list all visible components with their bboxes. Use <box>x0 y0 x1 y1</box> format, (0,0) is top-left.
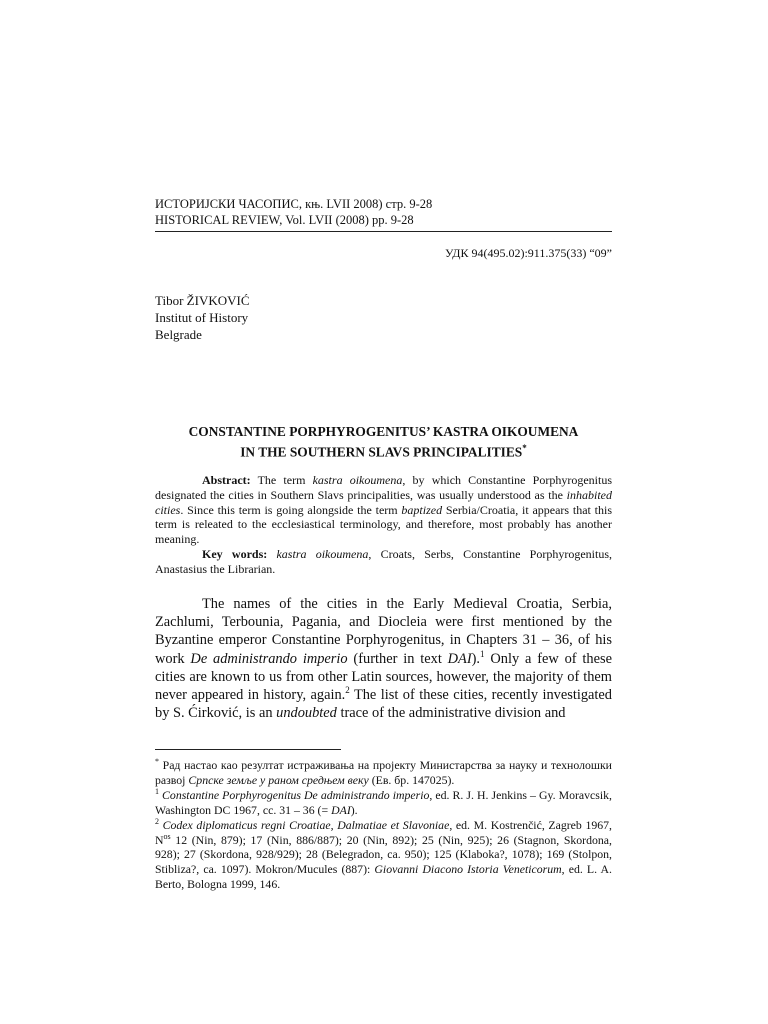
abstract-paragraph <box>155 473 612 547</box>
footnote-1 <box>155 788 612 818</box>
body-text-run: Only a few of these cities are known to us from other Latin sources, however, the majority of them never appeared in history, again. <box>155 650 612 704</box>
keyword-term: kastra oikoumena <box>276 546 369 561</box>
body-paragraph <box>155 595 612 722</box>
footnote-mark: * <box>155 757 159 767</box>
footnote-text: (Ев. бр. 147025). <box>368 772 455 787</box>
abstract-label: Abstract: <box>202 473 251 487</box>
keywords-paragraph <box>155 547 612 577</box>
body-text-run: (further in text <box>347 650 448 667</box>
abstract-term: baptized <box>401 502 443 517</box>
footnote-text: ). <box>350 802 358 817</box>
footnote-text: 12 (Nin, 879); 17 (Nin, 886/887); 20 (Nin, 892); 25 (Nin, 925); 26 (Stagnon, Skordona, 928); 27 (Skordona, 928/929); 28 (Belegradon, ca. 950); 125 (Klaboka?, 1078); 169 (Stolpon, Stibliza?, ca. 1097). Mokron/Mucules (887): <box>155 832 612 877</box>
abstract-block <box>155 473 612 577</box>
author-name: Tibor ŽIVKOVIĆ <box>155 293 250 308</box>
footnote-superscript: os <box>163 831 171 841</box>
footnote-italic: Codex diplomaticus regni Croatiae, Dalmatiae et Slavoniae <box>159 817 450 832</box>
abstract-term: kastra oikoumena <box>312 473 403 487</box>
title-footnote-mark: * <box>522 443 527 453</box>
journal-header <box>155 196 612 228</box>
footnote-italic: Giovanni Diacono Istoria Veneticorum <box>374 862 562 877</box>
author-block <box>155 292 250 343</box>
body-text-run: ). <box>471 650 481 667</box>
footnote-text: , ed. L. A. Berto, Bologna 1999, 146. <box>155 862 612 892</box>
footnote-text: , ed. R. J. H. Jenkins – Gy. Moravcsik, Washington DC 1967, cc. 31 – 36 (= <box>155 787 612 817</box>
title-line-2-text: IN THE SOUTHERN SLAVS PRINCIPALITIES <box>240 444 523 460</box>
keywords-label: Key words: <box>202 546 268 561</box>
footnote-2 <box>155 818 612 893</box>
body-text-run: trace of the administrative division and <box>336 705 566 722</box>
footnote-mark: 2 <box>155 816 159 826</box>
body-text <box>155 595 612 722</box>
abstract-term: inhabited cities <box>155 487 612 517</box>
article-title <box>155 423 612 460</box>
footnote-ref-1[interactable]: 1 <box>480 648 485 659</box>
author-city: Belgrade <box>155 327 202 342</box>
journal-line-english: HISTORICAL REVIEW, Vol. LVII (2008) pp. 9-28 <box>155 213 414 227</box>
body-text-run: The names of the cities in the Early Medieval Croatia, Serbia, Zachlumi, Terbounia, Pagania, and Diocleia were first mentioned by the Byzantine emperor Constantine Porphyrogenitus, in Chapters 31 – 36, of his work <box>155 596 612 667</box>
body-italic-run: De administrando imperio <box>190 650 348 667</box>
abstract-text: The term <box>250 473 313 487</box>
header-rule <box>155 231 612 232</box>
body-text-run: The list of these cities, recently investigated by S. Ćirković, is an <box>155 687 612 722</box>
footnote-star <box>155 758 612 788</box>
footnote-text: , ed. M. Kostrenčić, Zagreb 1967, N <box>155 817 612 847</box>
keywords-text: , Croats, Serbs, Constantine Porphyrogenitus, Anastasius the Librarian. <box>155 546 613 576</box>
udk-classification: УДК 94(495.02):911.375(33) “09” <box>445 246 612 260</box>
title-line-2 <box>155 440 612 460</box>
footnote-italic: Српске земље у раном средњем веку <box>188 772 369 787</box>
footnote-separator <box>155 749 341 750</box>
footnote-text: Рад настао као резултат истраживања на пројекту Министарства за науку и технолошки развој <box>155 758 612 787</box>
author-institution: Institut of History <box>155 310 249 325</box>
footnote-italic: Constantine Porphyrogenitus De administrando imperio <box>159 787 430 802</box>
body-italic-run: DAI <box>447 650 472 667</box>
abstract-text: Serbia/Croatia, it appears that this term is releated to the ecclesiastical terminology, and therefore, most probably has another meaning. <box>155 502 612 547</box>
journal-line-cyrillic: ИСТОРИЈСКИ ЧАСОПИС, књ. LVII 2008) стр. 9-28 <box>155 197 433 211</box>
title-line-1: CONSTANTINE PORPHYROGENITUS’ KASTRA OIKOUMENA <box>188 424 579 439</box>
body-italic-run: undoubted <box>276 705 337 722</box>
footnotes-block <box>155 758 612 892</box>
abstract-text: . Since this term is going alongside the term <box>180 502 402 517</box>
footnote-mark: 1 <box>155 786 159 796</box>
footnote-ref-2[interactable]: 2 <box>345 685 350 696</box>
footnote-italic: DAI <box>331 802 351 817</box>
abstract-text: , by which Constantine Porphyrogenitus designated the cities in Southern Slavs principalities, was usually understood as the <box>155 473 612 502</box>
